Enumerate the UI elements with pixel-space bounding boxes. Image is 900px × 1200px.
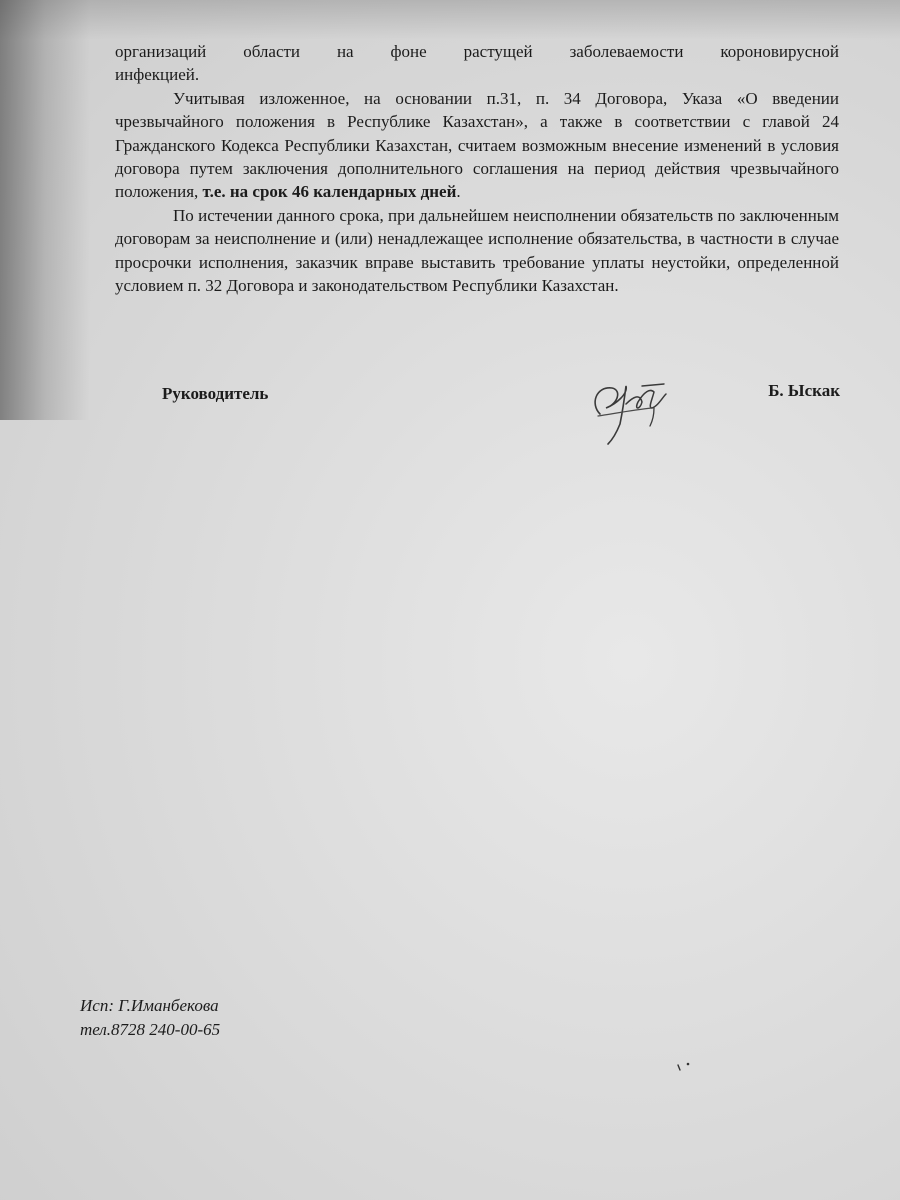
paragraph-1 bbox=[115, 40, 839, 63]
paragraph-2 bbox=[115, 87, 839, 204]
page-shadow-top bbox=[0, 0, 900, 40]
signatory-name: Б. Ыскак bbox=[768, 381, 840, 400]
paragraph-1-line-1: организаций области на фоне растущей заболеваемости короновирусной bbox=[115, 42, 839, 61]
paragraph-2-bold: т.е. на срок 46 календарных дней bbox=[202, 182, 457, 202]
paragraph-2-text: Учитывая изложенное, на основании п.31, п. 34 Договора, Указа «О введении чрезвычайного положения в Республике Казахстан», а также в соответствии с главой 24 Гражданского Кодекса Республики Казахстан, считаем возможным внесение изменений в условия договора путем заключения дополнительного соглашения на период действия чрезвычайного положения, bbox=[115, 88, 839, 202]
letter-body bbox=[115, 40, 839, 297]
paragraph-1-line-2: инфекцией. bbox=[115, 65, 200, 85]
page-shadow-left bbox=[0, 0, 90, 420]
paragraph-3 bbox=[115, 204, 839, 298]
signature-block bbox=[162, 381, 840, 444]
stray-mark bbox=[676, 1060, 696, 1072]
executor-info bbox=[80, 994, 220, 1042]
paragraph-2-end: . bbox=[456, 182, 461, 202]
paragraph-3-text: По истечении данного срока, при дальнейшем неисполнении обязательств по заключенным договорам за неисполнение и (или) ненадлежащее исполнение обязательства, в частности в случае просрочки исполнения, заказчик вправе выставить требование уплаты неустойки, определенной условием п. 32 Договора и законодательством Республики Казахстан. bbox=[115, 205, 839, 296]
executor-name: Исп: Г.Иманбекова bbox=[80, 996, 219, 1015]
handwritten-signature bbox=[582, 374, 682, 446]
paragraph-1-end bbox=[115, 63, 839, 86]
executor-phone: тел.8728 240-00-65 bbox=[80, 1020, 221, 1039]
signatory-title: Руководитель bbox=[162, 384, 269, 403]
